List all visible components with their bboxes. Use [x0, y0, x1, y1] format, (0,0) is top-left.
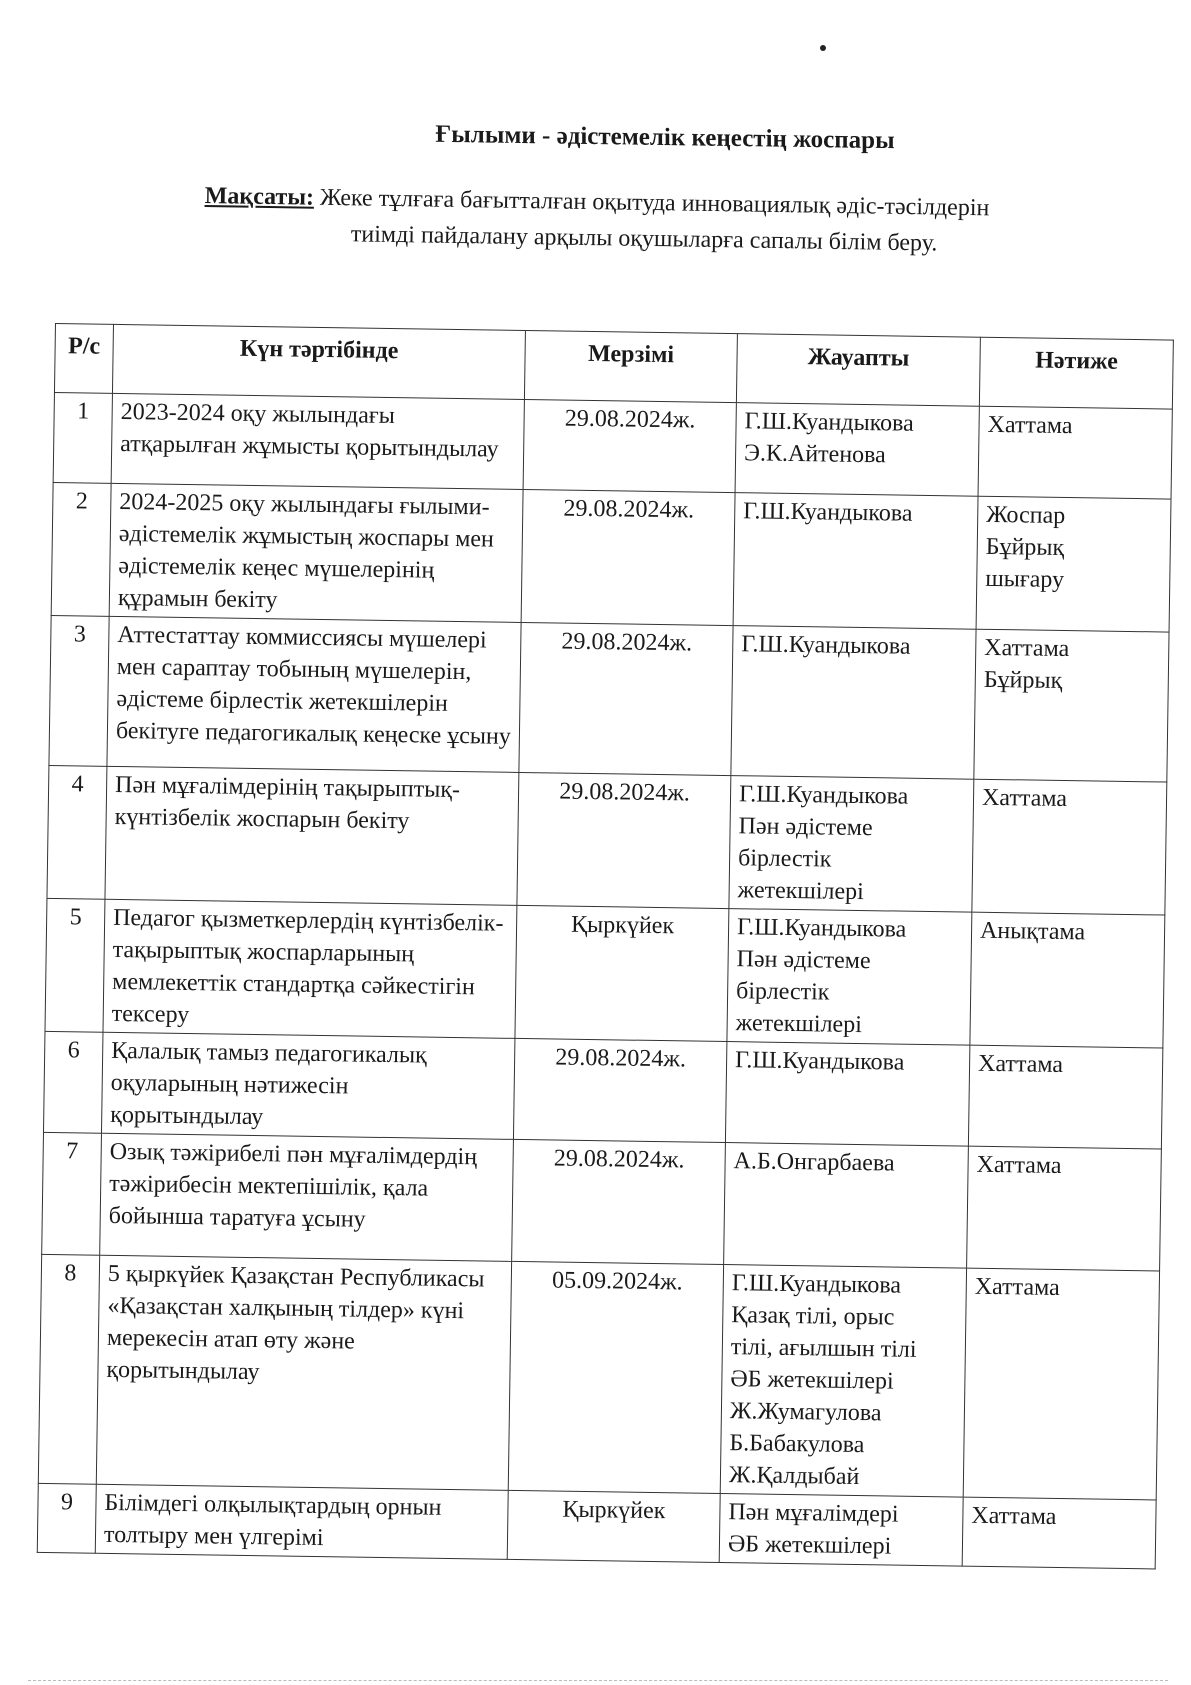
table-row [49, 615, 1169, 782]
row-number: 6 [43, 1031, 102, 1133]
page-title: Ғылыми - әдістемелік кеңестің жоспары [435, 120, 895, 155]
result-line: Хаттама [976, 1151, 1062, 1180]
responsible-line: ӘБ жетекшілері [730, 1366, 894, 1395]
result-cell [976, 496, 1171, 632]
plan-table [37, 323, 1174, 1569]
goal-label: Мақсаты: [204, 182, 315, 211]
table-row [53, 392, 1172, 499]
responsible-cell [735, 403, 979, 497]
agenda-cell: 2024-2025 оқу жылындағы ғылыми-әдістемелік жұмыстың жоспары мен әдістемелік кеңес мүшелерінің құрамын бекіту [109, 483, 523, 622]
responsible-line: Пән мұғалімдері [728, 1499, 899, 1528]
header-agenda: Күн тәртібінде [112, 324, 525, 399]
result-line: Хаттама [971, 1502, 1057, 1530]
result-cell [970, 912, 1165, 1048]
table-row [51, 482, 1171, 632]
responsible-cell [724, 1143, 969, 1269]
table-row [43, 1031, 1162, 1149]
responsible-line: тілі, ағылшын тілі [730, 1334, 917, 1363]
result-line: Хаттама [987, 411, 1073, 440]
responsible-cell [731, 626, 976, 780]
result-line: Хаттама [984, 634, 1070, 663]
row-number: 5 [45, 898, 105, 1032]
responsible-line: А.Б.Онгарбаева [733, 1148, 895, 1177]
row-number: 7 [42, 1132, 102, 1255]
row-number: 4 [47, 765, 107, 899]
responsible-cell [733, 493, 978, 630]
row-number: 9 [37, 1483, 96, 1553]
table-row [47, 765, 1167, 915]
responsible-cell [725, 1042, 969, 1147]
result-line: Хаттама [977, 1050, 1064, 1079]
agenda-cell: Аттестаттау коммиссиясы мүшелері мен сараптау тобының мүшелерін, әдістеме бірлестік жетекшілерін бекітуге педагогикалық кеңеске ұсыну [107, 616, 521, 772]
row-number: 2 [51, 482, 111, 616]
header-responsible: Жауапты [736, 334, 980, 407]
responsible-line: Қазақ тілі, орыс [731, 1302, 895, 1331]
result-cell [967, 1146, 1162, 1271]
deadline-cell: 29.08.2024ж. [512, 1139, 726, 1264]
result-line: Жоспар [986, 501, 1066, 530]
responsible-line: жетекшілері [735, 1010, 863, 1039]
responsible-line: Г.Ш.Куандыкова [734, 1047, 905, 1076]
deadline-cell: 29.08.2024ж. [519, 622, 733, 775]
responsible-line: Ж.Қалдыбай [728, 1462, 860, 1491]
goal-text-line2: тиімді пайдалану арқылы оқушыларға сапалы білім беру. [350, 221, 938, 257]
result-cell [972, 779, 1167, 915]
table-row [45, 898, 1165, 1048]
responsible-line: Г.Ш.Куандыкова [731, 1270, 902, 1299]
deadline-cell: 29.08.2024ж. [521, 489, 735, 625]
deadline-cell: 05.09.2024ж. [508, 1261, 723, 1493]
row-number: 3 [49, 615, 109, 766]
deadline-cell: 29.08.2024ж. [523, 399, 736, 492]
agenda-cell: Білімдегі олқылықтардың орнын толтыру мен үлгерімі [95, 1484, 508, 1559]
agenda-cell: Пән мұғалімдерінің тақырыптық- күнтізбелік жоспарын бекіту [105, 766, 519, 905]
result-line: Хаттама [974, 1273, 1060, 1302]
table-row [38, 1254, 1159, 1500]
responsible-line: Ж.Жумагулова [729, 1398, 882, 1427]
agenda-cell: Озық тәжірибелі пән мұғалімдердің тәжірибесін мектепішілік, қала бойынша таратуға ұсыну [100, 1133, 514, 1261]
deadline-cell: 29.08.2024ж. [517, 772, 731, 908]
scan-speck [820, 45, 826, 51]
responsible-line: жетекшілері [737, 877, 865, 906]
deadline-cell: Қыркүйек [507, 1490, 720, 1562]
agenda-cell: Педагог қызметкерлердің күнтізбелік-тақырыптық жоспарларының мемлекеттік стандартқа сәйкестігін тексеру [103, 899, 517, 1038]
table-row [42, 1132, 1162, 1271]
agenda-cell: Қалалық тамыз педагогикалық оқуларының нәтижесін қорытындылау [101, 1032, 514, 1139]
result-line: Бұйрық [983, 666, 1063, 694]
responsible-line: Г.Ш.Куандыкова [736, 914, 907, 943]
page-edge [28, 1680, 1168, 1681]
responsible-line: Г.Ш.Куандыкова [741, 631, 911, 660]
result-cell [968, 1045, 1162, 1149]
header-deadline: Мерзімі [524, 330, 737, 402]
result-line: шығару [985, 565, 1065, 593]
responsible-cell [727, 909, 972, 1046]
result-line: Бұйрық [985, 533, 1065, 561]
result-cell [974, 629, 1169, 782]
deadline-cell: Қыркүйек [515, 905, 729, 1041]
result-cell [963, 1268, 1159, 1500]
result-line: Хаттама [981, 784, 1068, 813]
header-result: Нәтиже [979, 337, 1173, 409]
responsible-cell [720, 1265, 966, 1498]
responsible-line: Б.Бабакулова [729, 1430, 865, 1459]
deadline-cell: 29.08.2024ж. [513, 1038, 726, 1142]
result-line: Анықтама [979, 917, 1086, 946]
result-cell [978, 406, 1172, 499]
row-number: 8 [38, 1254, 99, 1484]
responsible-line: Пән әдістеме [736, 946, 871, 975]
row-number: 1 [53, 392, 112, 483]
responsible-line: Э.К.Айтенова [743, 440, 887, 469]
goal-text-line1: Жеке тұлғаға бағытталған оқытуда инновациялық әдіс-тәсілдерін [313, 184, 990, 222]
header-num: Р/с [54, 324, 113, 394]
plan-table-wrapper [37, 323, 1173, 1569]
agenda-cell: 5 қыркүйек Қазақстан Республикасы «Қазақстан халқының тілдер» күні мерекесін атап өту және қорытындылау [96, 1255, 511, 1490]
result-cell [962, 1497, 1156, 1569]
responsible-cell [719, 1493, 963, 1566]
responsible-line: Г.Ш.Куандыкова [738, 781, 909, 810]
responsible-line: Пән әдістеме [738, 813, 873, 842]
responsible-line: ӘБ жетекшілері [727, 1531, 892, 1560]
goal-paragraph [204, 178, 1125, 264]
agenda-cell: 2023-2024 оқу жылындағы атқарылған жұмысты қорытындылау [111, 393, 524, 489]
responsible-line: Г.Ш.Куандыкова [744, 408, 915, 437]
responsible-line: бірлестік [735, 978, 830, 1006]
responsible-line: Г.Ш.Куандыкова [743, 498, 913, 527]
responsible-cell [729, 776, 974, 913]
responsible-line: бірлестік [737, 845, 832, 873]
